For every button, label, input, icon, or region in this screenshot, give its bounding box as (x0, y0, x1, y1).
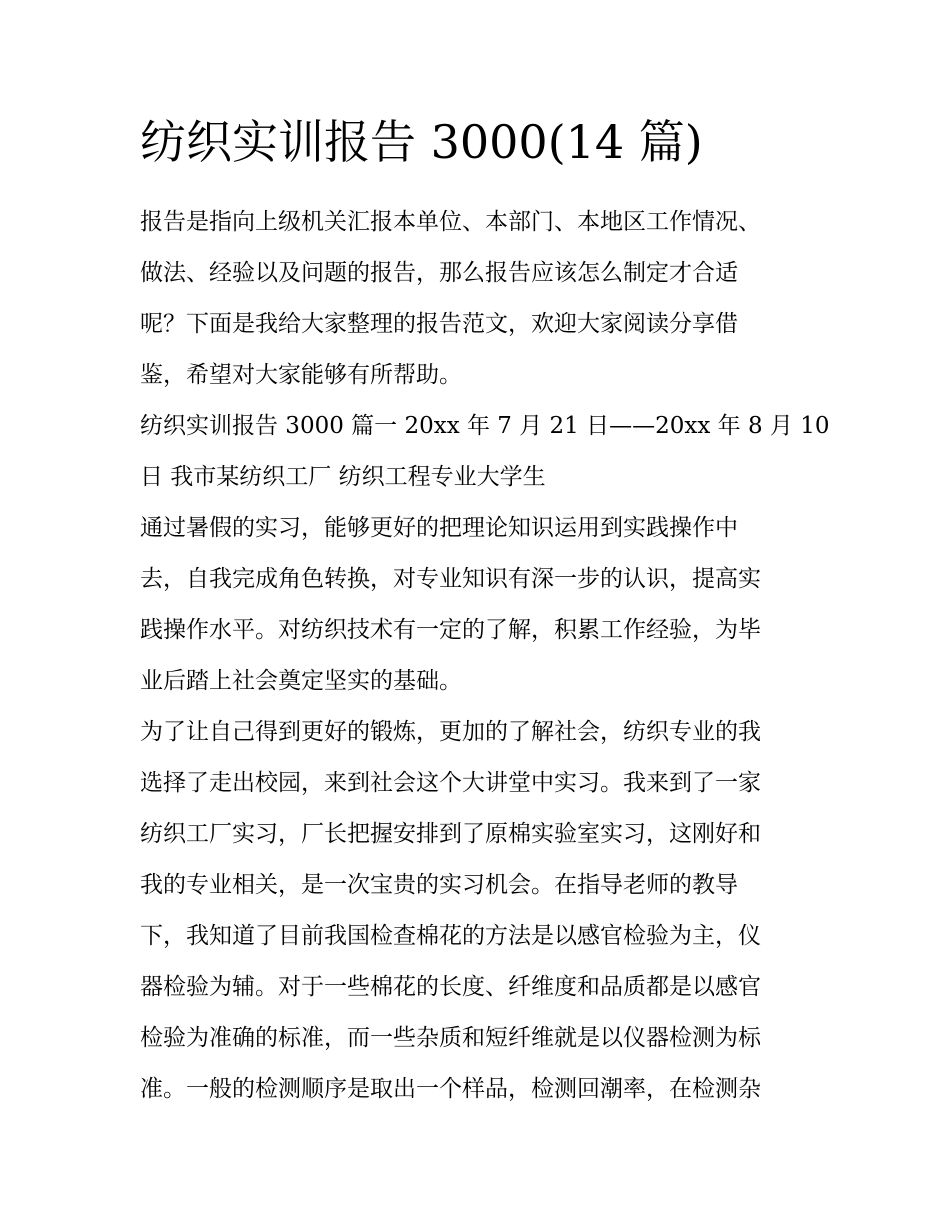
text-line: 报告是指向上级机关汇报本单位、本部门、本地区工作情况、 (140, 209, 761, 235)
text-line: 准。一般的检测顺序是取出一个样品，检测回潮率，在检测杂 (140, 1076, 761, 1102)
text-line: 鉴，希望对大家能够有所帮助。 (140, 362, 462, 388)
text-line: 检验为准确的标准，而一些杂质和短纤维就是以仪器检测为标 (140, 1025, 761, 1051)
text-line: 我的专业相关，是一次宝贵的实习机会。在指导老师的教导 (140, 872, 738, 898)
text-line: 呢？下面是我给大家整理的报告范文，欢迎大家阅读分享借 (140, 311, 738, 337)
text-line: 纺织工厂实习，厂长把握安排到了原棉实验室实习，这刚好和 (140, 821, 761, 847)
text-line: 下，我知道了目前我国检查棉花的方法是以感官检验为主，仪 (140, 923, 761, 949)
text-line: 通过暑假的实习，能够更好的把理论知识运用到实践操作中 (140, 515, 738, 541)
text-line: 为了让自己得到更好的锻炼，更加的了解社会，纺织专业的我 (140, 719, 761, 745)
text-line: 日 我市某纺织工厂 纺织工程专业大学生 (140, 464, 546, 490)
text-line: 选择了走出校园，来到社会这个大讲堂中实习。我来到了一家 (140, 770, 761, 796)
text-line: 纺织实训报告 3000 篇一 20xx 年 7 月 21 日——20xx 年 8 月 10 (140, 413, 830, 439)
text-line: 器检验为辅。对于一些棉花的长度、纤维度和品质都是以感官 (140, 974, 761, 1000)
text-line: 去，自我完成角色转换，对专业知识有深一步的认识，提高实 (140, 566, 761, 592)
document-title: 纺织实训报告 3000(14 篇) (140, 115, 703, 169)
text-line: 业后踏上社会奠定坚实的基础。 (140, 668, 462, 694)
text-line: 践操作水平。对纺织技术有一定的了解，积累工作经验，为毕 (140, 617, 761, 643)
text-line: 做法、经验以及问题的报告，那么报告应该怎么制定才合适 (140, 260, 738, 286)
